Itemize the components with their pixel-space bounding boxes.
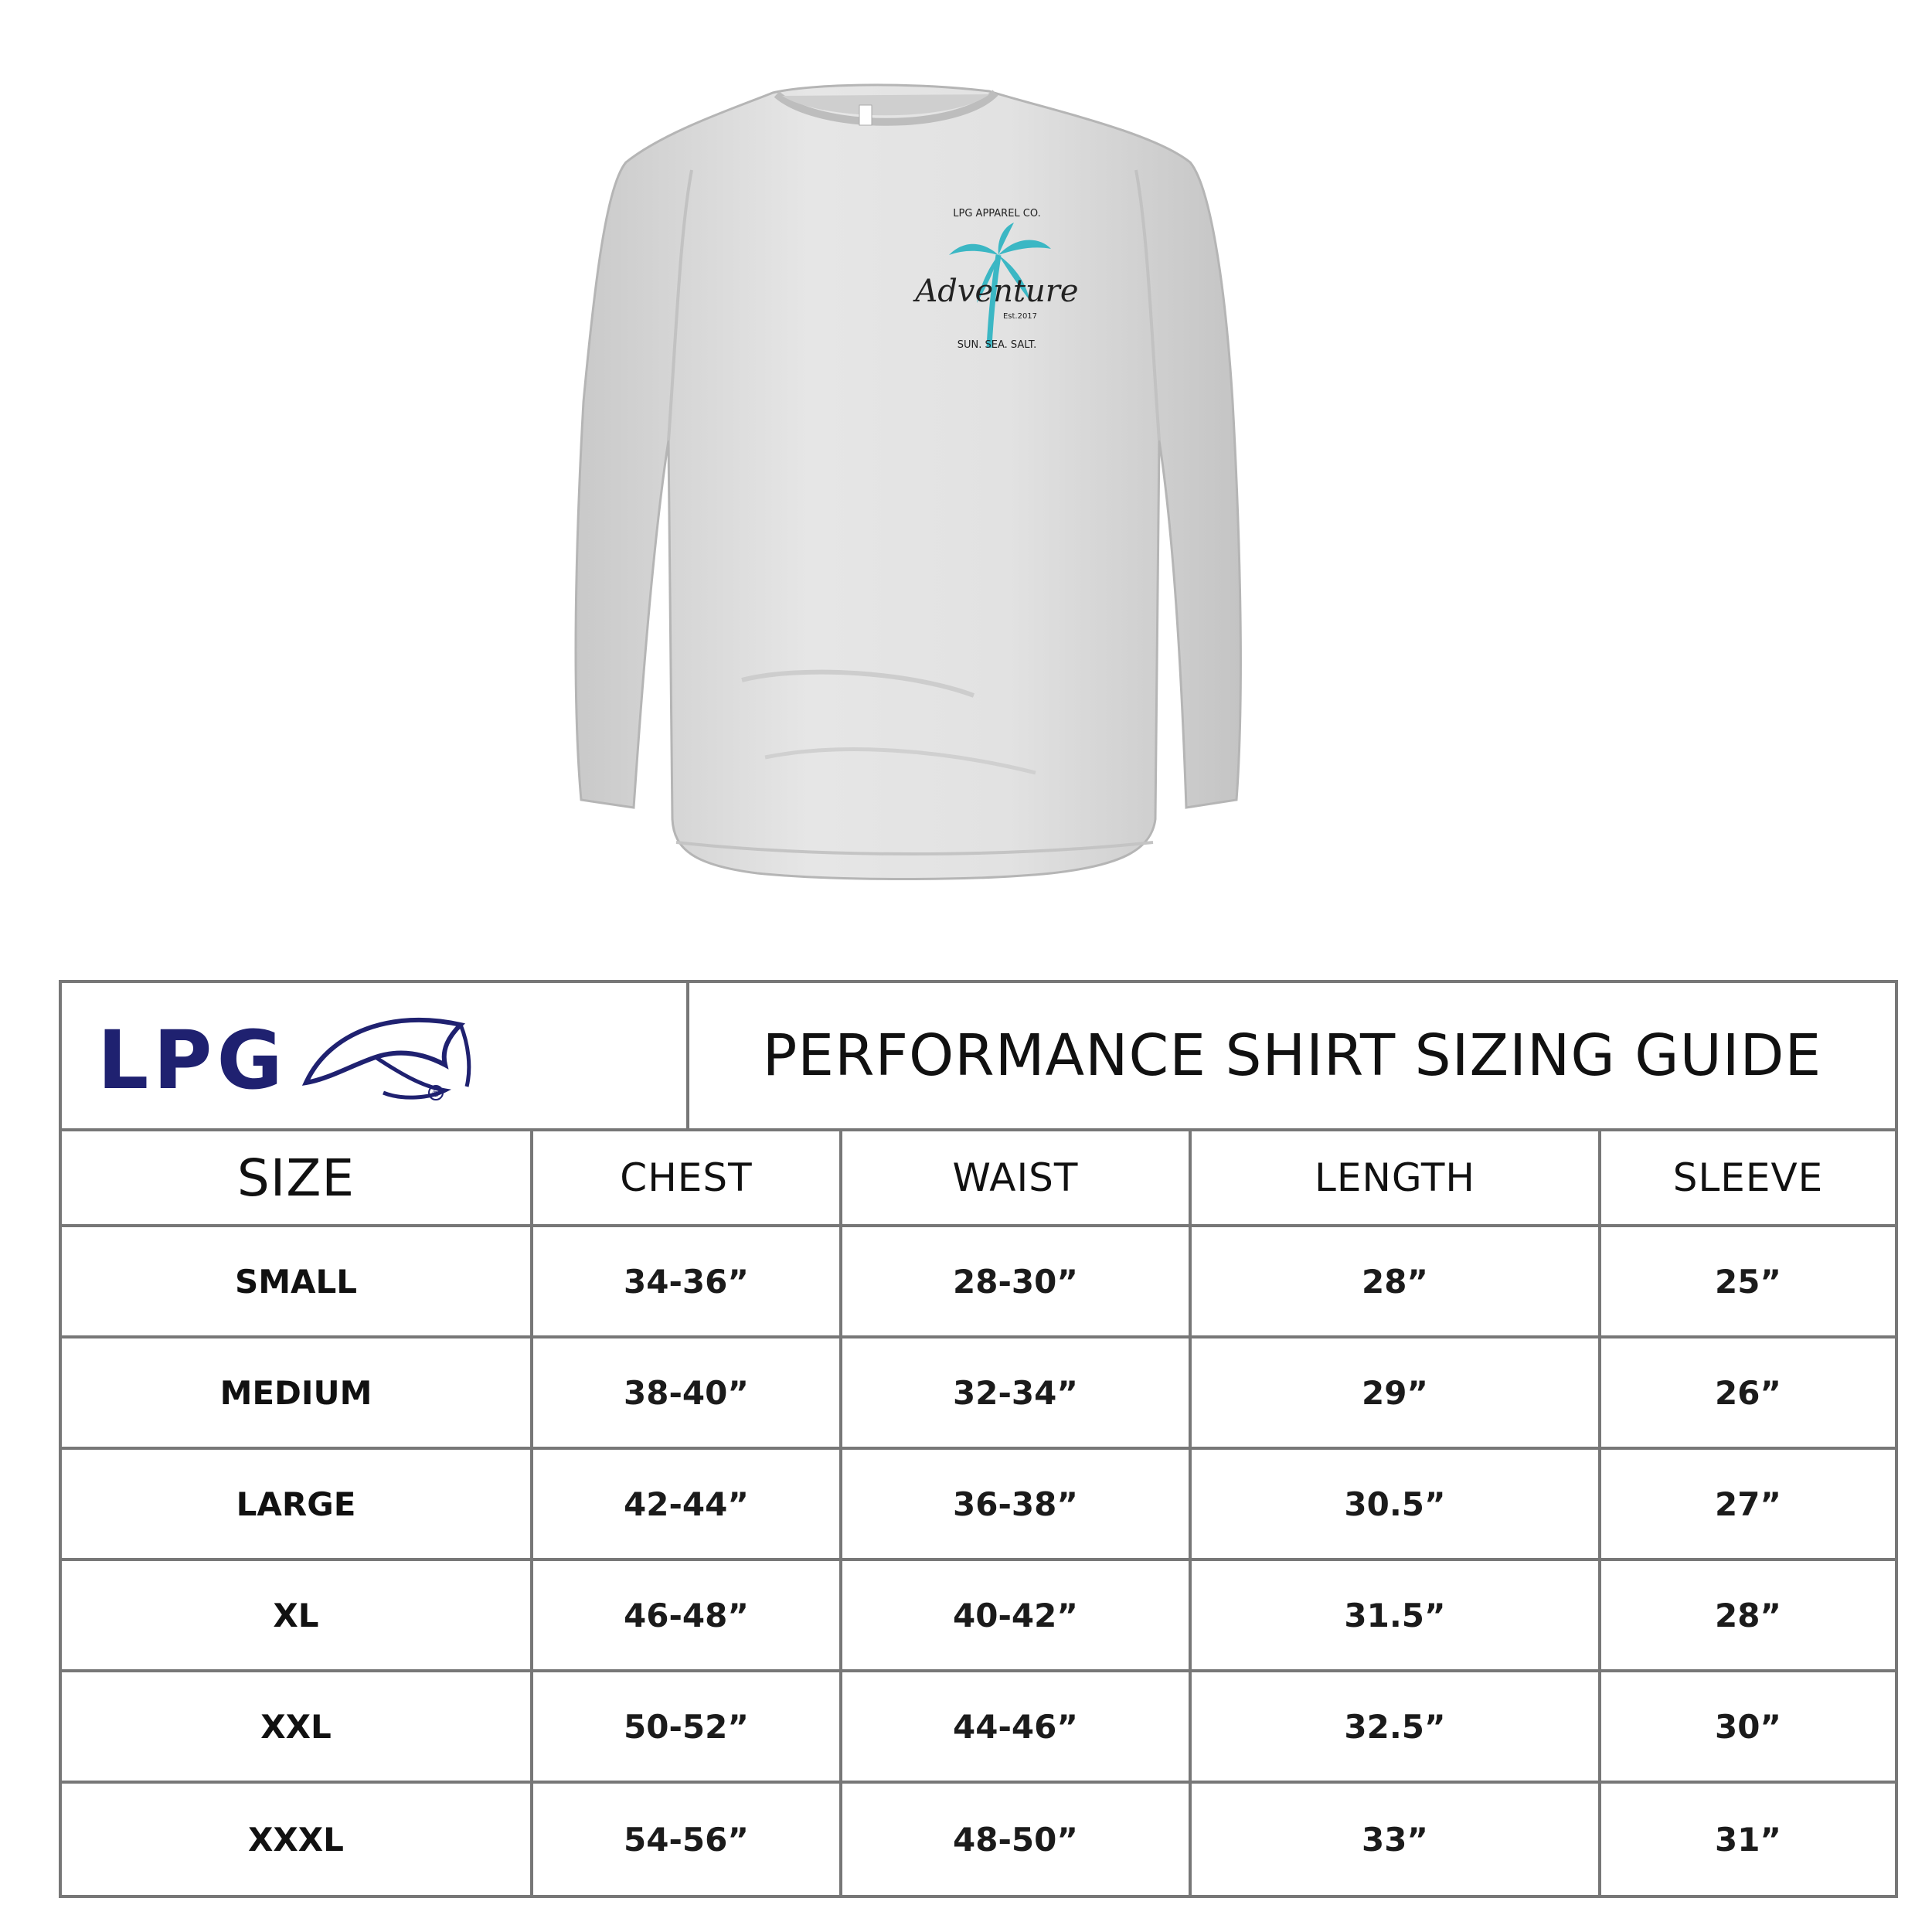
table-row [62,1338,1895,1450]
size-cell: XL [62,1561,533,1669]
length-cell: 30.5” [1192,1450,1601,1558]
print-est-text: Est.2017 [1002,312,1038,321]
sleeve-cell: 25” [1714,1262,1782,1301]
size-cell: SMALL [62,1227,533,1335]
size-cell: MEDIUM [62,1338,533,1447]
waist-cell: 48-50” [842,1784,1192,1895]
column-header-size: SIZE [62,1131,533,1224]
column-header-waist: WAIST [842,1131,1192,1224]
table-row [62,1784,1895,1895]
length-cell: 31.5” [1192,1561,1601,1669]
column-header-sleeve: SLEEVE [1672,1155,1824,1200]
chest-cell: 38-40” [533,1338,842,1447]
chest-cell: 54-56” [533,1784,842,1895]
sleeve-cell: 26” [1714,1373,1782,1412]
length-cell: 32.5” [1192,1672,1601,1781]
length-cell: 29” [1192,1338,1601,1447]
size-cell: XXL [62,1672,533,1781]
sleeve-cell: 28” [1714,1596,1782,1634]
registered-mark: ® [431,1088,440,1099]
chest-cell: 42-44” [533,1450,842,1558]
product-image [510,77,1283,896]
logo-text: LPG [97,1013,287,1107]
print-script-text: Adventure [915,274,1079,309]
waist-cell: 44-46” [842,1672,1192,1781]
chest-cell: 50-52” [533,1672,842,1781]
table-row [62,1561,1895,1672]
guide-header-row [62,983,1895,1131]
waist-cell: 36-38” [842,1450,1192,1558]
column-header-length: LENGTH [1192,1131,1601,1224]
length-cell: 28” [1192,1227,1601,1335]
table-row [62,1227,1895,1338]
length-cell: 33” [1192,1784,1601,1895]
brand-logo [62,983,689,1128]
sizing-guide-table [59,980,1898,1898]
waist-cell: 40-42” [842,1561,1192,1669]
size-cell: XXXL [62,1784,533,1895]
waist-cell: 28-30” [842,1227,1192,1335]
sleeve-cell: 30” [1714,1707,1782,1746]
chest-cell: 34-36” [533,1227,842,1335]
column-header-row [62,1131,1895,1227]
chest-cell: 46-48” [533,1561,842,1669]
table-row [62,1450,1895,1561]
shirt-icon [510,77,1283,896]
sleeve-cell: 27” [1714,1485,1782,1523]
print-bottom-text: SUN. SEA. SALT. [957,339,1037,351]
table-row [62,1672,1895,1784]
sleeve-cell: 31” [1714,1820,1782,1859]
size-cell: LARGE [62,1450,533,1558]
print-top-text: LPG APPAREL CO. [953,208,1041,219]
column-header-chest: CHEST [533,1131,842,1224]
guide-title: PERFORMANCE SHIRT SIZING GUIDE [762,1022,1822,1089]
marlin-fish-icon [97,1002,499,1110]
waist-cell: 32-34” [842,1338,1192,1447]
